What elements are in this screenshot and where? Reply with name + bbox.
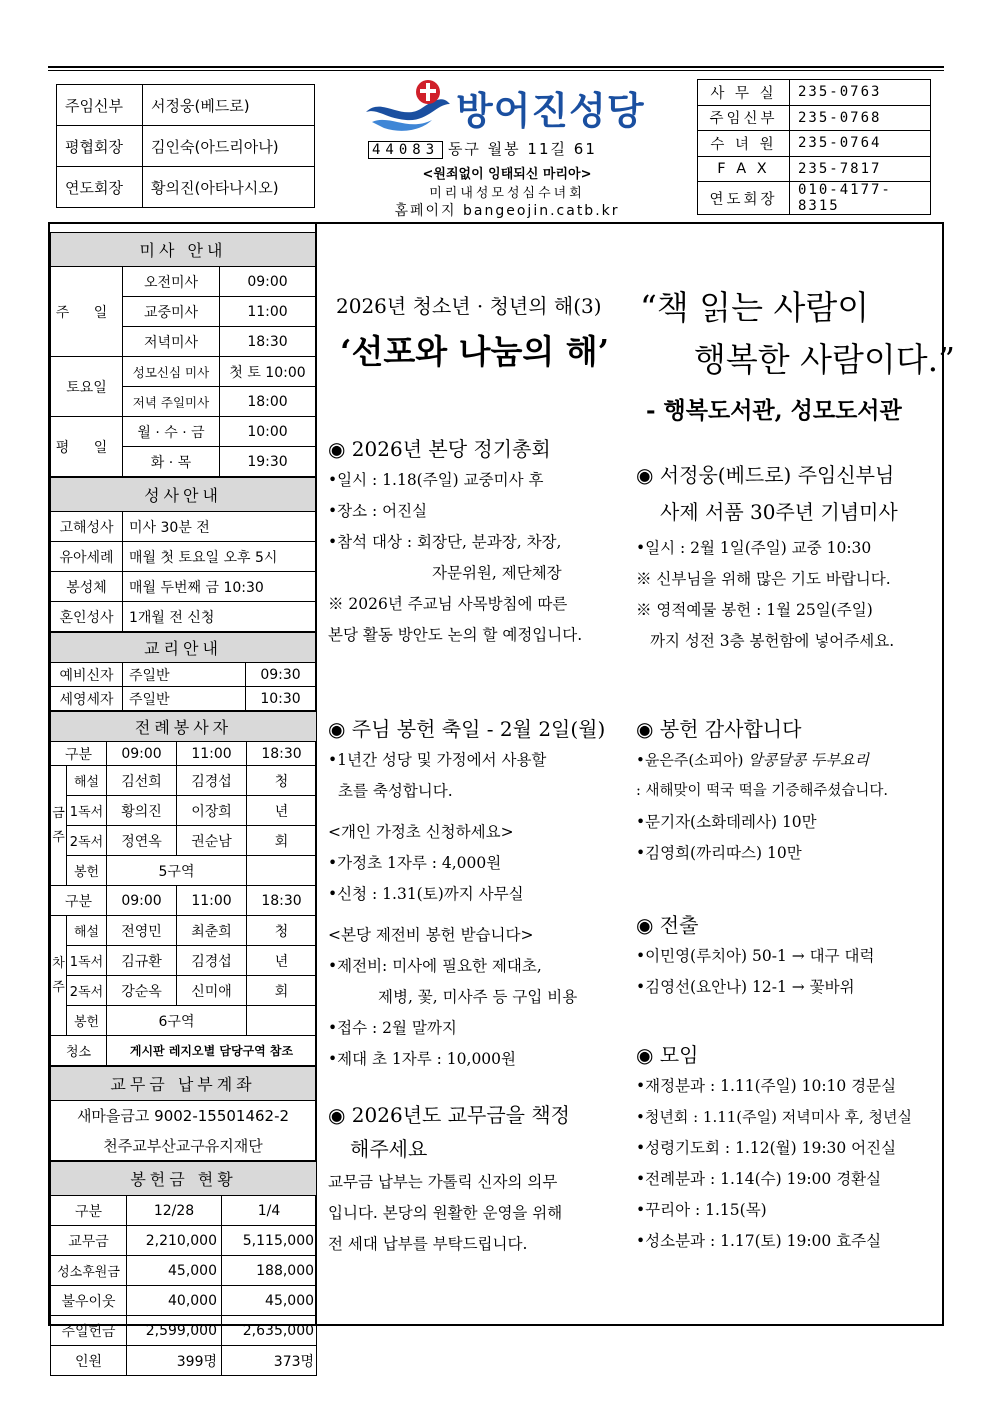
header-contact-table — [697, 79, 931, 215]
offering-value: 373명 — [222, 1346, 317, 1376]
offering-value: 45,000 — [127, 1256, 222, 1286]
contact-value: 010-4177-8315 — [790, 182, 931, 215]
section-line: •접수 : 2월 말까지 — [328, 1019, 457, 1037]
homepage: 홈페이지 bangeojin.catb.kr — [394, 203, 620, 219]
server-name: 김규환 — [107, 946, 177, 976]
account-number: 새마을금고 9002-15501462-2 — [51, 1101, 316, 1131]
section-line: •청년회 : 1.11(주일) 저녁미사 후, 청년실 — [636, 1108, 912, 1126]
doctrine-name: 예비신자 — [51, 663, 123, 687]
mass-name: 교중미사 — [123, 297, 220, 327]
cleaning-label: 청소 — [51, 1036, 107, 1066]
section-line: •김영선(요안나) 12-1 → 꽃바위 — [636, 978, 855, 996]
server-name: 김경섭 — [177, 766, 247, 796]
offering-item: 불우이웃 — [51, 1286, 127, 1316]
offering-table — [50, 1161, 317, 1376]
mass-time: 19:30 — [220, 447, 316, 477]
section-line: •일시 : 2월 1일(주일) 교중 10:30 — [636, 539, 872, 557]
servers-head: 11:00 — [177, 742, 247, 766]
offering-item: 주일헌금 — [51, 1316, 127, 1346]
server-name: 강순옥 — [107, 976, 177, 1006]
sacrament-info: 1개월 전 신청 — [123, 602, 316, 632]
section-title: ◉ 서정웅(베드로) 주임신부님 — [636, 463, 895, 487]
postal-code: 44083 — [368, 141, 443, 159]
sacrament-name: 혼인성사 — [51, 602, 123, 632]
offering-head: 구분 — [51, 1196, 127, 1226]
general-assembly-section — [328, 434, 618, 651]
mass-time: 첫 토 10:00 — [220, 357, 316, 387]
offering-value: 2,599,000 — [127, 1316, 222, 1346]
section-line: 입니다. 본당의 원활한 운영을 위해 — [328, 1204, 563, 1222]
section-line: 초를 축성합니다. — [338, 782, 453, 800]
mass-name: 저녁 주일미사 — [123, 387, 220, 417]
section-title: ◉ 봉헌 감사합니다 — [636, 717, 802, 741]
offering-value: 5,115,000 — [222, 1226, 317, 1256]
mass-time: 10:00 — [220, 417, 316, 447]
server-role: 봉헌 — [67, 856, 107, 886]
tithe-section — [328, 1100, 618, 1260]
server-name: 청 — [247, 766, 317, 796]
section-line: •가정초 1자루 : 4,000원 — [328, 854, 502, 872]
section-line: 본당 활동 방안도 논의 할 예정입니다. — [328, 626, 583, 644]
offering-value: 40,000 — [127, 1286, 222, 1316]
section-title: ◉ 2026년도 교무금을 책정 — [328, 1103, 570, 1127]
server-name: 황의진 — [107, 796, 177, 826]
server-name: 청 — [247, 916, 317, 946]
contact-value: 235-0768 — [790, 105, 931, 131]
section-line: •장소 : 어진실 — [328, 502, 428, 520]
server-name: 권순남 — [177, 826, 247, 856]
server-name: 신미애 — [177, 976, 247, 1006]
section-line: •윤은주(소피아) — [636, 751, 744, 769]
section-title: ◉ 전출 — [636, 913, 699, 937]
section-line: •이민영(루치아) 50-1 → 대구 대럭 — [636, 947, 875, 965]
presentation-feast-section — [328, 714, 618, 1075]
server-name: 이장희 — [177, 796, 247, 826]
section-title: 사제 서품 30주년 기념미사 — [660, 500, 898, 524]
contact-key: 수 녀 원 — [698, 131, 790, 157]
server-role: 2독서 — [67, 826, 107, 856]
offer-group: 6구역 — [107, 1006, 247, 1036]
mass-time: 09:00 — [220, 267, 316, 297]
section-line: •성령기도회 : 1.12(월) 19:30 어진실 — [636, 1139, 897, 1157]
sacrament-name: 유아세례 — [51, 542, 123, 572]
thanks-section — [636, 714, 936, 869]
contact-value: 235-7817 — [790, 156, 931, 182]
server-role: 해설 — [67, 766, 107, 796]
offering-value: 399명 — [127, 1346, 222, 1376]
section-line: 자문위원, 제단체장 — [432, 564, 562, 582]
section-line: ※ 영적예물 봉헌 : 1월 25일(주일) — [636, 601, 873, 619]
section-line: •참석 대상 : 회장단, 분과장, 차장, — [328, 533, 562, 551]
offering-value: 45,000 — [222, 1286, 317, 1316]
section-line: <본당 제전비 봉헌 받습니다> — [328, 926, 534, 944]
offering-value: 2,210,000 — [127, 1226, 222, 1256]
doctrine-name: 세영세자 — [51, 687, 123, 711]
servers-head: 구분 — [51, 886, 107, 916]
address-text: 동구 월봉 11길 61 — [447, 140, 597, 158]
contact-value: 235-0763 — [790, 80, 931, 106]
section-line: 까지 성전 3층 봉헌함에 넣어주세요. — [650, 632, 895, 650]
doctrine-title: 교리안내 — [51, 633, 316, 663]
section-line: 교무금 납부는 가톨릭 신자의 의무 — [328, 1173, 558, 1191]
servers-head: 09:00 — [107, 742, 177, 766]
sacrament-name: 고해성사 — [51, 512, 123, 542]
year-theme: 2026년 청소년 · 청년의 해(3) — [336, 294, 602, 318]
weekday-label: 평 일 — [51, 417, 123, 477]
account-holder: 천주교부산교구유지재단 — [51, 1131, 316, 1161]
transfer-section — [636, 910, 936, 1003]
quote-line-2: 행복한 사람이다.” — [694, 340, 955, 379]
servers-head: 09:00 — [107, 886, 177, 916]
offering-item: 인원 — [51, 1346, 127, 1376]
sacrament-info: 매월 첫 토요일 오후 5시 — [123, 542, 316, 572]
section-line: •신청 : 1.31(토)까지 사무실 — [328, 885, 524, 903]
staff-value: 황의진(아타나시오) — [143, 167, 315, 208]
contact-key: F A X — [698, 156, 790, 182]
sacrament-info: 미사 30분 전 — [123, 512, 316, 542]
staff-value: 서정웅(베드로) — [143, 85, 315, 126]
servers-title: 전례봉사자 — [51, 712, 317, 742]
section-line: •일시 : 1.18(주일) 교중미사 후 — [328, 471, 544, 489]
header-staff-table — [56, 84, 315, 208]
logo-wave-icon — [362, 74, 452, 136]
sunday-label: 주 일 — [51, 267, 123, 357]
server-role: 해설 — [67, 916, 107, 946]
doctrine-table — [50, 632, 316, 711]
section-line: •1년간 성당 및 가정에서 사용할 — [328, 751, 547, 769]
server-role: 1독서 — [67, 796, 107, 826]
servers-head: 18:30 — [247, 886, 317, 916]
quote-source: - 행복도서관, 성모도서관 — [646, 397, 902, 424]
server-role: 봉헌 — [67, 1006, 107, 1036]
doctrine-class: 주일반 — [123, 687, 246, 711]
servers-head: 구분 — [51, 742, 107, 766]
motto: <원죄없이 잉태되신 마리아> — [422, 167, 592, 182]
server-name: 김선희 — [107, 766, 177, 796]
staff-key: 연도회장 — [57, 167, 143, 208]
section-line: •성소분과 : 1.17(토) 19:00 효주실 — [636, 1232, 882, 1250]
convent-name: 미리내성모성심수녀회 — [429, 186, 585, 201]
church-logo — [362, 74, 652, 136]
week-label: 차 주 — [51, 916, 67, 1036]
server-role: 1독서 — [67, 946, 107, 976]
mass-name: 오전미사 — [123, 267, 220, 297]
offering-value: 2,635,000 — [222, 1316, 317, 1346]
section-title: 해주세요 — [350, 1137, 428, 1161]
address-line — [368, 138, 658, 159]
offer-group: 5구역 — [107, 856, 247, 886]
staff-value: 김인숙(아드리아나) — [143, 126, 315, 167]
account-table — [50, 1066, 316, 1161]
contact-key: 사 무 실 — [698, 80, 790, 106]
section-title: ◉ 주님 봉헌 축일 - 2월 2일(월) — [328, 717, 606, 741]
server-name: 김경섭 — [177, 946, 247, 976]
servers-table — [50, 711, 317, 1066]
sacrament-title: 성사안내 — [51, 478, 316, 512]
mass-time: 11:00 — [220, 297, 316, 327]
server-name: 최춘희 — [177, 916, 247, 946]
section-line: •문기자(소화데레사) 10만 — [636, 813, 817, 831]
doctrine-time: 10:30 — [246, 687, 316, 711]
left-column — [50, 232, 316, 1376]
mass-name: 성모신심 미사 — [123, 357, 220, 387]
section-line: 알콩달콩 두부요리 — [748, 751, 869, 769]
offering-head: 1/4 — [222, 1196, 317, 1226]
mass-time: 18:30 — [220, 327, 316, 357]
staff-key: 주임신부 — [57, 85, 143, 126]
saturday-label: 토요일 — [51, 357, 123, 417]
server-name: 년 — [247, 946, 317, 976]
section-line: •김영희(까리따스) 10만 — [636, 844, 802, 862]
cleaning-info: 게시판 레지오별 담당구역 참조 — [107, 1036, 317, 1066]
section-line: 제병, 꽃, 미사주 등 구입 비용 — [378, 988, 578, 1006]
section-title: ◉ 모임 — [636, 1043, 699, 1067]
offering-value: 188,000 — [222, 1256, 317, 1286]
offering-item: 성소후원금 — [51, 1256, 127, 1286]
offering-head: 12/28 — [127, 1196, 222, 1226]
section-line: <개인 가정초 신청하세요> — [328, 823, 514, 841]
contact-key: 연도회장 — [698, 182, 790, 215]
meetings-section — [636, 1040, 936, 1257]
servers-head: 18:30 — [247, 742, 317, 766]
section-line: •꾸리아 : 1.15(목) — [636, 1201, 767, 1219]
account-title: 교무금 납부계좌 — [51, 1067, 316, 1101]
offering-item: 교무금 — [51, 1226, 127, 1256]
staff-key: 평협회장 — [57, 126, 143, 167]
mass-title: 미사 안내 — [51, 233, 316, 267]
quote-line-1: “책 읽는 사람이 — [640, 288, 870, 327]
anniversary-section — [636, 460, 936, 657]
section-line: •전례분과 : 1.14(수) 19:00 경환실 — [636, 1170, 882, 1188]
mass-name: 월 · 수 · 금 — [123, 417, 220, 447]
server-name: 회 — [247, 826, 317, 856]
server-name: 회 — [247, 976, 317, 1006]
contact-key: 주임신부 — [698, 105, 790, 131]
offering-title: 봉헌금 현황 — [51, 1162, 317, 1196]
server-name: 년 — [247, 796, 317, 826]
server-name: 전영민 — [107, 916, 177, 946]
mass-time: 18:00 — [220, 387, 316, 417]
section-line: ※ 신부님을 위해 많은 기도 바랍니다. — [636, 570, 891, 588]
section-line: 전 세대 납부를 부탁드립니다. — [328, 1235, 528, 1253]
sacrament-info: 매월 두번째 금 10:30 — [123, 572, 316, 602]
contact-value: 235-0764 — [790, 131, 931, 157]
server-name: 정연옥 — [107, 826, 177, 856]
church-name: 방어진성당 — [456, 89, 645, 133]
mass-table — [50, 232, 316, 477]
mass-name: 저녁미사 — [123, 327, 220, 357]
mass-name: 화 · 목 — [123, 447, 220, 477]
section-title: ◉ 2026년 본당 정기총회 — [328, 437, 551, 461]
server-role: 2독서 — [67, 976, 107, 1006]
section-line: •제전비: 미사에 필요한 제대초, — [328, 957, 542, 975]
section-line: ※ 2026년 주교님 사목방침에 따른 — [328, 595, 568, 613]
section-line: •제대 초 1자루 : 10,000원 — [328, 1050, 517, 1068]
sacrament-table — [50, 477, 316, 632]
sacrament-name: 봉성체 — [51, 572, 123, 602]
week-label: 금 주 — [51, 766, 67, 886]
section-line: •재정분과 : 1.11(주일) 10:10 경문실 — [636, 1077, 897, 1095]
section-line: : 새해맞이 떡국 떡을 기증해주셨습니다. — [636, 783, 889, 799]
servers-head: 11:00 — [177, 886, 247, 916]
main-theme: ‘선포와 나눔의 해’ — [340, 332, 610, 371]
doctrine-class: 주일반 — [123, 663, 246, 687]
doctrine-time: 09:30 — [246, 663, 316, 687]
